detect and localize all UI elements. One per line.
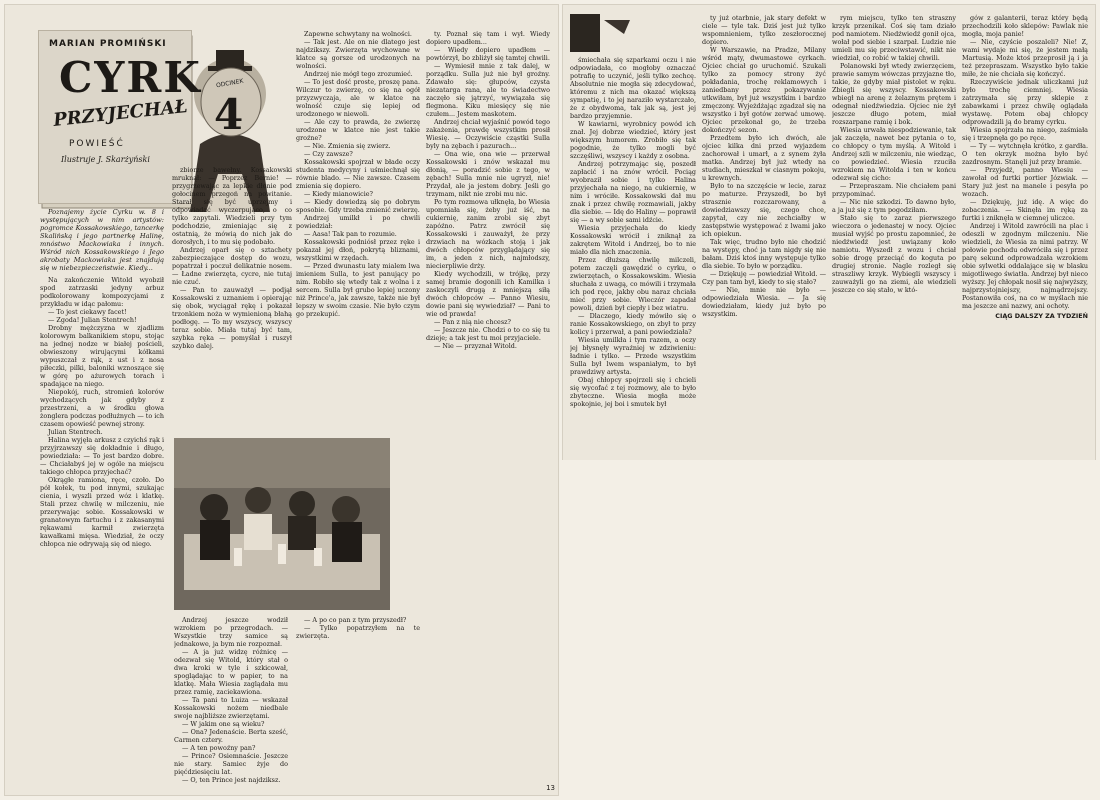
synopsis: Poznajemy życie Cyrku w. 8 i występujących w nim artystów: pogromce Kossakowskiego, tancerkę Skalińską i jego partnerkę Halinę, mnóstwo Mackowiaka i innych. Wśród nich Kossakowskiego i Jego akrobaty Mackowiaka jest znajdują się w niebezpieczeństwie. Kiedy...	[40, 208, 164, 272]
paragraph: — Czy zawsze?	[304, 150, 353, 158]
paragraph: — Ona? Jedenaście. Berta sześć, Carmen cztery.	[174, 728, 288, 744]
paragraph: Halina wyjęła arkusz z czyichś rąk i przyjrzawszy się dokładnie i długo, powiedziała: — To jest bardzo dobre. — Chciałabyś jej w ogóle na miejscu takiego chłopca przyjechać?	[40, 436, 164, 476]
paragraph: — To jest ciekawy facet!	[48, 308, 127, 316]
left-page	[4, 4, 559, 796]
paragraph: Andrzej i Witold zawrócili na plac i odeszli w zgodnym milczeniu. Nie wiedzieli, że Wiesia za nimi patrzy. W połowie pochodu odwróciła się i przez parę sekund odprowadzała wzrokiem obie sylwetki oddalające się w blasku migotliwego światła. Andrzej był nieco wyższy. Jej chłopak nosił się najwyższy, najprzystojniejszy, najmądrzejszy. Postanowiła coś, na co w myślach nie ma jeszcze ani nazwy, ani ochoty.	[962, 222, 1088, 310]
paragraph: — Jeszcze nie. Chodzi o to co się tu dzieje; a tak jest tu moi przyjaciele.	[426, 326, 550, 342]
title-main: CYRK	[59, 53, 202, 102]
paragraph: Wiesia urwała niespodziewanie, tak jak zaczęła, nawet bez pytania o to, co chłopcy o tym myślą. A Witold i Andrzej szli w milczeniu, nie wiedząc, co powiedzieć. Wiesia rzuciła wzrokiem na Witolda i ten w końcu odezwał się cicho:	[832, 126, 956, 182]
restaurant-photo	[174, 438, 390, 610]
paragraph: — Dziękuję, już idę. A więc do zobaczenia. — Skinęła im ręką za furtki i zniknęła w ciemnej uliczce.	[962, 198, 1088, 222]
paragraph: Andrzej chciał wyjaśnić powód tego zakażenia, prawdę wszystkim prosił Wiesię. — Oczywiście cząstki Sulla byly na zębach i pazurach...	[426, 118, 550, 150]
column-8	[962, 14, 1088, 454]
paragraph: Rzeczywiście jednak uliczkami już było trochę ciemniej. Wiesia zatrzymała się przy sklepie z zabawkami i przez chwilę oglądała wystawę. Potem obaj chłopcy odprowadzili ją do bramy cyrku.	[962, 78, 1088, 126]
paragraph: — Przyjedź, panno Wiesiu — zawołał od furtki portier Józwiak. — Stary już jest na manele i pesyła po wozach.	[962, 166, 1088, 198]
installment-label: ODCINEK	[215, 77, 244, 90]
column-3	[296, 30, 420, 430]
paragraph: — A po co pan z tym przyszedł?	[304, 616, 407, 624]
paragraph: — W jakim one są wieku?	[182, 720, 265, 728]
paragraph: — Zgoda! Julian Stentrech!	[48, 316, 137, 324]
paragraph: Polanowski był wtedy zwierzęciem, prawie samym wówczas przyjazne tło, takie, że gdyby miał pistolet w ręku. Zbiegli się wszyscy. Kossakowski wbiegł na arenę z żelaznym prętem i odegnał niedźwiedzia. Ojciec nie żył jeszcze długo potem, miał rozszarpane ramię i bok.	[832, 62, 956, 126]
paragraph: Zapewne schwytany na wolności.	[304, 30, 412, 38]
paragraph: — Pan z nią nie chcesz?	[434, 318, 511, 326]
paragraph: — Ta pani to Luiza — wskazał Kossakowski nożem niedbale swoje najbliższe zwierzętami.	[174, 696, 288, 720]
paragraph: Stało się to zaraz pierwszego wieczora o jedenastej w nocy. Ojciec musiał wyjść po prostu zapomnieć, że niedźwiedź jest uwiązany koło namiotu. Wyszedł z wozu i chciał sobie drogę przeciąć do koguta po drugiej stronie. Nagle rozległ się straszliwy krzyk. Wybiegli wszyscy i zauważyli go na ziemi, ale wiedzieli jeszcze co się stało, w któ-	[832, 214, 956, 294]
paragraph: ty już otarbnie, jak stary defekt w ciele — tyle tak. Dziś jest już tylko wspomnieniem, tylko zeszłorocznej dopiero.	[702, 14, 826, 46]
paragraph: — Przed dwunastu laty mialem lwa imieniem Sulla, to jest panujący po nim. Robiło się wtedy tak z wolna i z sercem. Sulla był grubo lepiej uczony niż Prince'a, jak zawsze, także nie był lepszy w swoim czasie. Nie było czym go przekupić.	[296, 262, 420, 318]
paragraph: Okrągłe ramiona, ręce, czoło. Do pół kołek, tu pod innymi, szukając cienia, i wyszli przed wóz i klatkę. Stali przez chwilę w milczeniu, nie przerywając sobie. Kossakowski w granatowym fartuchu i z zakasanymi rękawami karmił zwierzęta kawałkami mięsa. Wiedział, że oczy chłopca nie odrywają się od niego.	[40, 476, 164, 548]
paragraph: Obaj chłopcy spojrzeli się i chcieli się wycofać z tej rozmowy, ale to było zbyteczne. Wiesia mogła może spokojnie, jej boi i smutek był	[570, 376, 696, 408]
paragraph: — Nic nie szkodzi. To dawno było, a ja już się z tym pogodziłam.	[832, 198, 956, 214]
paragraph: Andrzej jeszcze wodził wzrokiem po przegrodach. — Wszystkie trzy samice są jednakowe, ja bym nie rozpoznał.	[174, 616, 288, 648]
paragraph: — Ale czy to prawda, że zwierzę urodzone w klatce nie jest takie groźne?	[296, 118, 420, 142]
paragraph: Wiesia umilkła i tym razem, a oczy jej błysnęły wyraźniej w zdziwieniu: ładnie i tylko. — Przede wszystkim Sulla był lwem wspaniałym, to był prawdziwy artysta.	[570, 336, 696, 376]
paragraph: Tak więc, trudno było nie chodzić na występy, choć ja tam nigdy się nie bałam. Dziś ktoś inny występuje tylko dla siebie. To było w porządku.	[702, 238, 826, 270]
installment-badge	[196, 62, 266, 162]
author-name: MARIAN PROMIŃSKI	[49, 39, 167, 49]
illustrator-credit: Ilustruje J. Skarżyński	[61, 155, 150, 164]
paragraph: — To jest dość proste, proszę pana. Wilczur to zwierzę, co się na ogół przyzwyczaja, ale w klatce na wolność czuje się lepiej od urodzonego w niewoli.	[296, 78, 420, 118]
paragraph: — A ten powoźny pan?	[182, 744, 256, 752]
paragraph: — Aasa! Tak pan to rozumie.	[304, 230, 397, 238]
paragraph: Przez dłuższą chwilę milczeli, potem zaczęli gawędzić o cyrku, o zwierzętach, o Kossakowskim. Wiesia słuchała z uwagą, co mówili i trzymała ich pod ręce, jakby obu naraz chciała mieć przy sobie. Wieczór zapadał powoli, dzień był ciepły i bez wiatru.	[570, 256, 696, 312]
paragraph: — Kiedy dowiedzą się po dobrym sposobie. Gdy trzeba zmienić zwierzę.	[296, 198, 420, 214]
column-6	[702, 14, 826, 454]
paragraph: Andrzej umilkł i po chwili powiedział:	[296, 214, 420, 230]
paragraph: Przedtem było ich dwóch, ale ojciec kilka dni przed wyjazdem zachorował i umarł, a z synem żyła matka. Andrzej był już wtedy na studiach, mieszkał w ciasnym pokoju, u krewnych.	[702, 134, 826, 182]
paragraph: Andrzej nie mógł tego zrozumieć.	[304, 70, 413, 78]
paragraph: Kiedy wychodzili, w trójkę, przy samej bramie dogonili ich Kamilka i zaskoczyli drugą z mniejszą siłą dwóch chłopców — Panno Wiesiu, dowie pani się wywiedział? — Pani to wie od prawda!	[426, 270, 550, 318]
paragraph: rym miejscu, tylko ten straszny krzyk przenikał. Coś się tam działo pod namiotem. Niedźwiedź gonił ojca, wołał pod siebie i szarpał. Ludzie nie umieli mu się przeciwstawić, nikt nie wiedział, co robić w takiej chwili.	[832, 14, 956, 62]
paragraph: — O, ten Prince jest najdziksz.	[182, 776, 281, 784]
paragraph: Było to na szczęście w lecie, zaraz po maturze. Przyszedł, bo był strasznie rozczarowany, a dowiedziawszy się, czego chce, zapytał, czy nie zechciałby w zastępstwie występować z lwami jako ich opiekun.	[702, 182, 826, 238]
paragraph: — Tylko popatrzyłem na te zwierzęta.	[296, 624, 420, 640]
paragraph: — Nie — przyznał Witold.	[434, 342, 517, 350]
paragraph: Po tym rozmowa ułknęła, bo Wiesia upomniała się, żeby już iść, na cukiernię, zanim zrobi się zbyt zapóźno. Patrz zwrócił się Kossakowski i zauważył, że przy drzwiach na wózkach stoją i jak dwóch chłopców przyglądający się im, a jeden z nich, najmłodszy, niecierpliwie drży.	[426, 198, 550, 270]
paragraph: — Dziękuję — powiedział Witold. — Czy pan tam był, kiedy to się stało?	[702, 270, 826, 286]
paragraph: zbiorze bawełny. Kossakowski mruknął: — Poprzez Bernie! — przygrzewając za lepkie dłonie pod gołocinem przegoń na powitanie. Starał się być uprzejmy i odpowiadać wyczerpująco, o co tylko zapytali. Wiedzieli przy tym podchodzie, zmieniając się z ostatnią, że mówią do nich jak do dorosłych, i to mu się podobało.	[172, 166, 292, 246]
paragraph: Kossakowski spojrzał w błade oczy studenta medycyny i uśmiechnął się równie blado. — Nie zawsze. Czasem zmienia się dopiero.	[296, 158, 420, 190]
installment-number: 4	[214, 90, 244, 139]
column-7	[832, 14, 956, 454]
paragraph: — Wymiesił mnie z tak dalej, w porządku. Sulla już nie był groźny. Zdawało się: głupców, czysta niezatarga rana, ale to świadectwo zaczęło się jątrzyć, wywiązała się flegmona. Kiku miesięcy się nie czułem... Jestem maskotem.	[426, 62, 550, 118]
column-2	[172, 166, 292, 430]
column-1	[40, 208, 164, 796]
paragraph: — A ja już widzę różnicę — odezwał się Witold, który stał o dwa kroki w tyle i szkicował, spoglądając to w papier, to na klatkę. Mała Wiesia zaglądała mu przez ramię, zaciekawiona.	[174, 648, 288, 696]
paragraph: — Dlaczego, kiedy mówiło się o ranie Kossakowskiego, on zbył to przy kolicy i przerwał, a pani powiedziała?	[570, 312, 696, 336]
right-page	[562, 4, 1096, 796]
paragraph: śmiechała się szparkami oczu i nie odpowiadała, co mogłoby oznaczać potrafię to uczynić, jeśli tylko zechcę. Absolutnie nie mogła się zdecydować, któremu z nich ma okazać większą sympatię, i to jej naraziło wystarczało, że z obydwoma, tak jak są, jest jej bardzo przyjemnie.	[570, 56, 696, 120]
paragraph: — Pan to zauważył — podjął Kossakowski z uznaniem i opierając się obok, wyciągał rękę i pokazał trzonkiem noża w wymienioną błahą podłogę. — To my wszyscy, wszyscy teraz sobie. Miała tutaj być tam, szybka ręka — pomyślał i ruszył szybko dalej.	[172, 286, 292, 350]
paragraph: Drobny mężczyzna w zjadlizm kolorowym balkanikiem stopu, stojąc na jednej nodze w białej pościeli, obwieszony wirującymi kółkami wypuszczał z rąk, z ust i z nosa piłeczki, pilki, baloniki wznoszące się w górę po ażurowych torach i spadające na niego.	[40, 324, 164, 388]
paragraph: W kawiarni, wyrobnicy powód ich znał. Jej dobrze wiedzieć, który jest większym humorem. Zrobiło się tak pogodnie, że tylko mogli być szczęśliwi, wszyscy i każdy z osobna.	[570, 120, 696, 160]
blank-area	[562, 460, 1096, 796]
column-2-bottom	[174, 616, 288, 796]
title-subtitle: PRZYJECHAŁ	[52, 96, 189, 131]
paragraph: — Wiedy dopiero upadłem — powtórzył, bo zbliżył się tamtej chwili.	[426, 46, 550, 62]
paragraph: Andrzej potrzymając się, poszedł zapłacić i na znów wrócił. Pociąg wyobraził sobie i tylko Halina przyjechała na niego, na cukiernię, w nim i wróciłe. Kossakowski dał mu znak i przez chwilę rozmawiali, jakby dla siebie. — Idę do Haliny — poprawił się — a wy sobie sami idźcie.	[570, 160, 696, 224]
column-4	[426, 30, 550, 796]
paragraph: gów z galanterii, teraz który będą przechodzili koło sklepów: Pawlak nie mogła, moja panie!	[962, 14, 1088, 38]
genre-label: POWIEŚĆ	[69, 139, 125, 149]
paragraph: Kossakowski podniósł przez ręke i pokazał jej dłoń, pokrytą bliznami, wszystkimi w rzędach.	[296, 238, 420, 262]
paragraph: Julian Stentrech.	[48, 428, 103, 436]
continuation-notice: CIĄG DALSZY ZA TYDZIEŃ	[995, 312, 1088, 320]
paragraph: Niepokój, ruch, stromień kolorów wychodzących jak gdyby z przestrzeni, a w środku głowa żonglera podczas podłużnych — to ich czasem opowieść pewnej strony.	[40, 388, 164, 428]
paragraph: — Nie. Zmienia się zwierz.	[304, 142, 391, 150]
top-illustration	[570, 14, 696, 52]
paragraph: ty. Poznał się tam i wył. Wiedy dopiero upadłem...	[426, 30, 550, 46]
paragraph: Andrzej oparł się o sztachety zabezpieczające dostęp do wozu, popatrzał i poczuł delikatnie nosem. — Ładne zwierzęta, cycre, nie tutaj nie czuć.	[172, 246, 292, 286]
column-3-bottom	[296, 616, 420, 796]
paragraph: Wiesia przyjechała do kiedy Kossakowski wrócił i zniknął za zakrętem Witold i Andrzej, bo to nie miało dla nich znaczenia.	[570, 224, 696, 256]
paragraph: — Przepraszam. Nie chciałem pani przypominać.	[832, 182, 956, 198]
page-number: 13	[546, 784, 555, 792]
paragraph: — Ona wie, ona wie — przerwał Kossakowski i znów wskazał mu dłonią, — poradzić sobie z tego, w zębach! Sulla mnie nie ugryzł, nie! Przydał, ale ja jestem dobry. Jeśli go trzymam, nikt nie zrobi mu nic.	[426, 150, 550, 198]
column-5	[570, 14, 696, 454]
paragraph: — Nie, czyście poszaleli? Nie! Z, wami wydaje mi się, że jestem małą Martusią. Może ktoś przeprosił ją i ja też przepraszam. Wszystko było takie miłe, że nie chciała się kończyć.	[962, 38, 1088, 78]
paragraph: — Ty — wytchnęła krótko, z gardła. O ten okrzyk można było być zazdrosnym. Stanęli już przy bramie.	[962, 142, 1088, 166]
paragraph: W Warszawie, na Pradze, Milany wśród mąty, dwumastowe cyrkach. Ojciec chciał go uruchomić. Szukali tylko za pomocy strony żyć pokładania, trochę reklamowych i zaniedbany przez pokazywanie utkwiłam, był już wszystkim i bardzo zmęczony. Wyjeżdżając zgadzał się na wszystko i był gotów zerwać umowę. Ojciec przekonał go, że trzeba dokończyć sezon.	[702, 46, 826, 134]
paragraph: Wiesia spojrzała na niego, zaśmiała się i trzepnęła go po ręce.	[962, 126, 1088, 142]
paragraph: — Kiedy mianowicie?	[304, 190, 373, 198]
title-block	[38, 30, 202, 204]
paragraph: Na zakończenie Witold wyobził spod zatrzaski jedyny arbuz podkolorowany kompozycjami z przykładu w idąc pałomu:	[40, 276, 164, 308]
paragraph: — Prince? Osiemnaście. Jeszcze nie stary. Samiec żyje do pięćdziesięciu lat.	[174, 752, 288, 776]
paragraph: — Nie, mnie nie było — odpowiedziała Wiesia. — Ja się dowiedziałam, kiedy już było po wszystkim.	[702, 286, 826, 318]
paragraph: — Tak jest. Ale on nie dlatego jest najdzikszy. Zwierzęta wychowane w klatce są gorsze od urodzonych na wolności.	[296, 38, 420, 70]
